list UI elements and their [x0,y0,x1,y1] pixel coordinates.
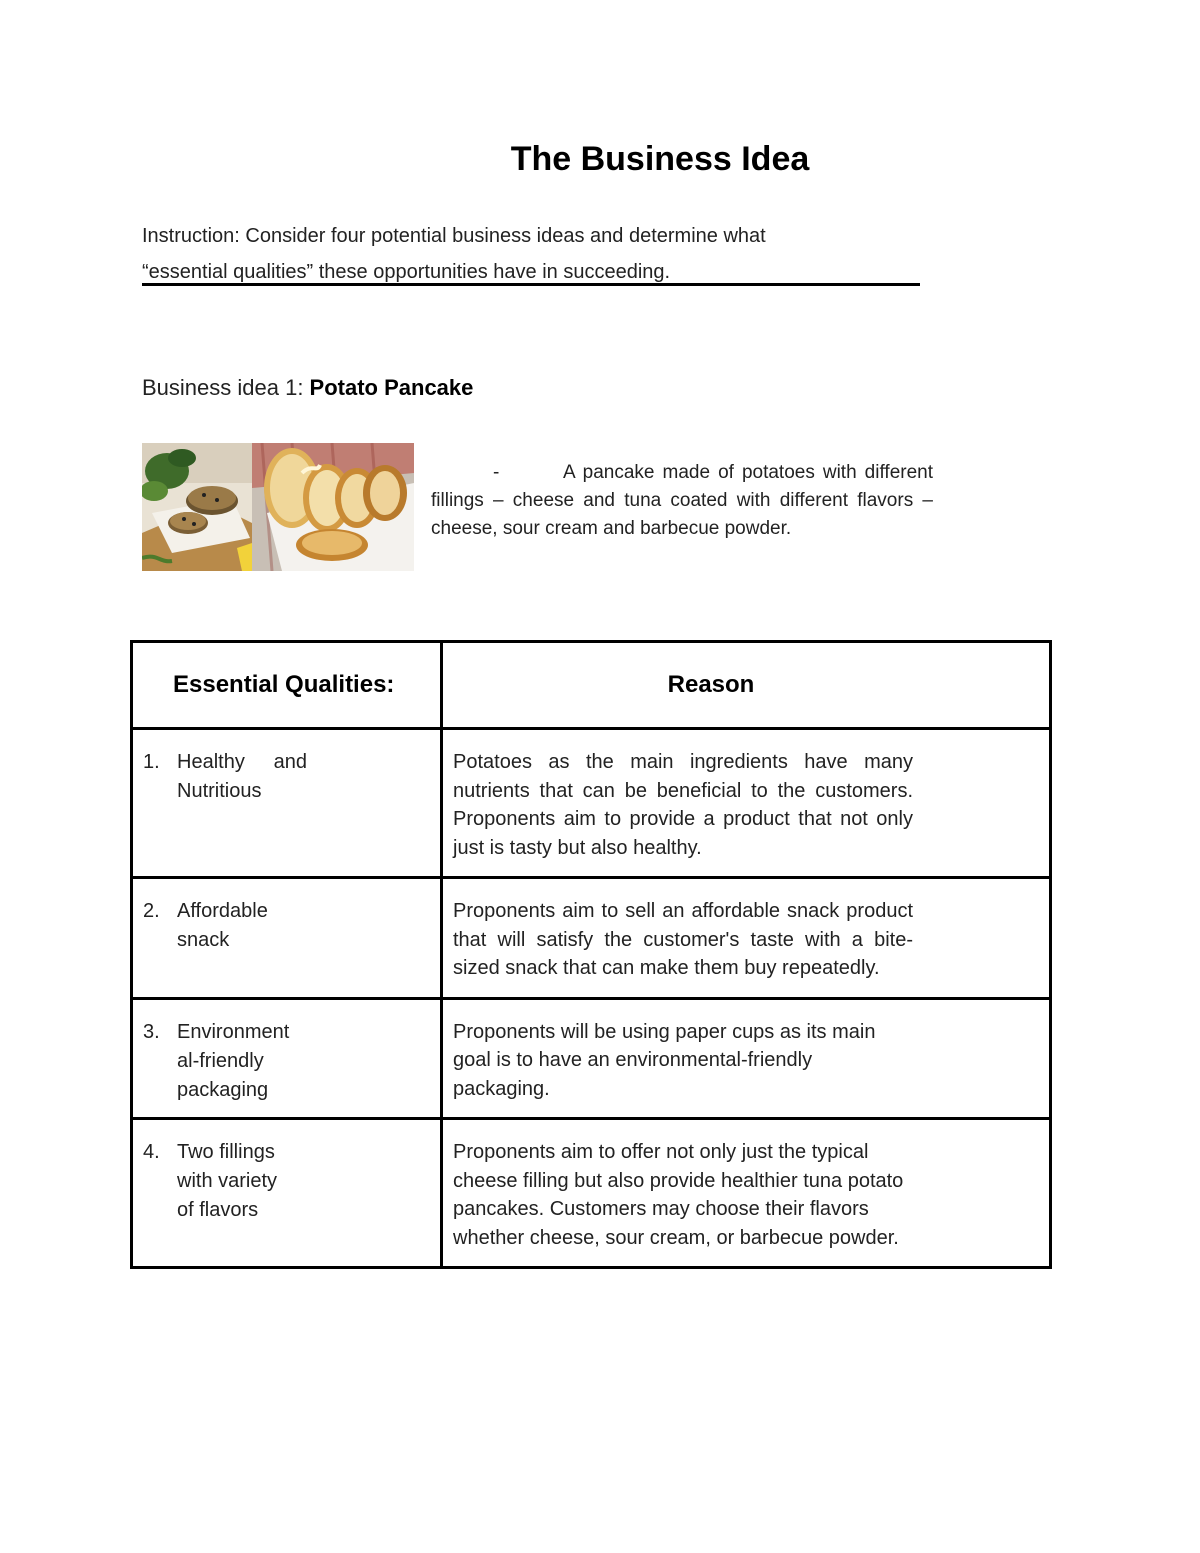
description-text: A pancake made of potatoes with different fillings – cheese and tuna coated with different flavors – cheese, sour cream and barbecue powder. [431,462,933,539]
quality-cell [132,998,442,1119]
potato-pancake-photo [142,443,414,571]
instruction-text [142,218,920,290]
quality-number: 1. [143,751,160,773]
instruction-label: Instruction: [142,225,240,247]
quality-text: Healthy and Nutritious [177,751,307,802]
reason-cell: Proponents will be using paper cups as its main goal is to have an environmental-friendly packaging. [442,998,1051,1119]
instruction-line-1: Consider four potential business ideas and determine what [239,225,766,247]
quality-number: 2. [143,900,160,922]
quality-number: 4. [143,1141,160,1163]
quality-text: Environment al-friendly packaging [177,1020,290,1101]
quality-cell [132,878,442,999]
quality-text: Two fillings with variety of flavors [177,1141,278,1221]
reason-cell: Potatoes as the main ingredients have many nutrients that can be beneficial to the customers. Proponents aim to provide a product that not only just is tasty but also healthy. [442,729,1051,878]
instruction-underline [142,283,920,286]
business-idea-heading [142,375,473,401]
page-title: The Business Idea [510,140,810,178]
instruction-line-2: “essential qualities” these opportunities have in succeeding. [142,261,671,283]
table-row [132,729,1051,878]
quality-number: 3. [143,1020,160,1043]
reason-cell: Proponents aim to offer not only just the typical cheese filling but also provide healthier tuna potato pancakes. Customers may choose their flavors whether cheese, sour cream, or barbecue powder. [442,1119,1051,1268]
header-essential-qualities: Essential Qualities: [132,642,442,729]
quality-cell [132,1119,442,1268]
header-reason: Reason [442,642,1051,729]
table-row [132,878,1051,999]
description-dash: - [493,462,500,483]
business-idea-label: Business idea 1: [142,375,310,400]
table-header-row [132,642,1051,729]
business-idea-description [431,459,933,543]
table-row [132,998,1051,1119]
essential-qualities-table [130,640,1052,1269]
table-row [132,1119,1051,1268]
quality-text: Affordable snack [177,900,268,951]
reason-cell: Proponents aim to sell an affordable snack product that will satisfy the customer's taste with a bite-sized snack that can make them buy repeatedly. [442,878,1051,999]
business-idea-name: Potato Pancake [309,375,474,400]
quality-cell [132,729,442,878]
